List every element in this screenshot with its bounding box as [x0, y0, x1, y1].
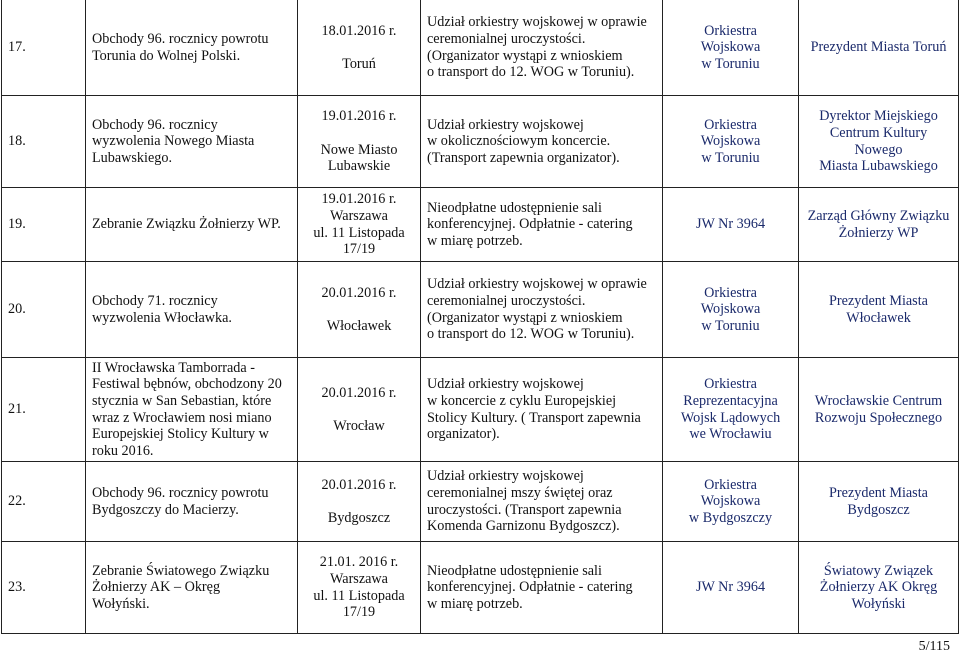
orchestra-unit: JW Nr 3964: [663, 542, 799, 634]
event-date-place: 21.01. 2016 r. Warszawa ul. 11 Listopada 17/19: [298, 542, 421, 634]
table-row: [2, 0, 959, 96]
table-row: [2, 188, 959, 262]
table-row: [2, 542, 959, 634]
orchestra-unit: Orkiestra Wojskowa w Toruniu: [663, 0, 799, 96]
event-name: Zebranie Związku Żołnierzy WP.: [86, 188, 298, 262]
row-number: 18.: [2, 96, 86, 188]
organizing-institution: Prezydent Miasta Toruń: [799, 0, 959, 96]
event-description: Udział orkiestry wojskowej w okolicznościowym koncercie. (Transport zapewnia organizator).: [421, 96, 663, 188]
table-row: [2, 462, 959, 542]
event-description: Nieodpłatne udostępnienie sali konferencyjnej. Odpłatnie - catering w miarę potrzeb.: [421, 188, 663, 262]
table-row: [2, 262, 959, 358]
event-description: Nieodpłatne udostępnienie sali konferencyjnej. Odpłatnie - catering w miarę potrzeb.: [421, 542, 663, 634]
event-date-place: 18.01.2016 r. Toruń: [298, 0, 421, 96]
row-number: 20.: [2, 262, 86, 358]
row-number: 21.: [2, 358, 86, 462]
row-number: 19.: [2, 188, 86, 262]
organizing-institution: Wrocławskie Centrum Rozwoju Społecznego: [799, 358, 959, 462]
schedule-table: [1, 0, 959, 634]
event-name: Obchody 96. rocznicy powrotu Torunia do Wolnej Polski.: [86, 0, 298, 96]
table-row: [2, 358, 959, 462]
row-number: 23.: [2, 542, 86, 634]
organizing-institution: Dyrektor Miejskiego Centrum Kultury Nowego Miasta Lubawskiego: [799, 96, 959, 188]
event-date-place: 19.01.2016 r. Nowe Miasto Lubawskie: [298, 96, 421, 188]
page-number: 5/115: [918, 639, 950, 654]
orchestra-unit: Orkiestra Reprezentacyjna Wojsk Lądowych we Wrocławiu: [663, 358, 799, 462]
row-number: 22.: [2, 462, 86, 542]
event-date-place: 19.01.2016 r. Warszawa ul. 11 Listopada 17/19: [298, 188, 421, 262]
event-name: Zebranie Światowego Związku Żołnierzy AK – Okręg Wołyński.: [86, 542, 298, 634]
event-date-place: 20.01.2016 r. Włocławek: [298, 262, 421, 358]
organizing-institution: Zarząd Główny Związku Żołnierzy WP: [799, 188, 959, 262]
orchestra-unit: JW Nr 3964: [663, 188, 799, 262]
event-name: Obchody 71. rocznicy wyzwolenia Włocławka.: [86, 262, 298, 358]
orchestra-unit: Orkiestra Wojskowa w Toruniu: [663, 96, 799, 188]
event-description: Udział orkiestry wojskowej w koncercie z cyklu Europejskiej Stolicy Kultury. ( Transport zapewnia organizator).: [421, 358, 663, 462]
event-name: Obchody 96. rocznicy powrotu Bydgoszczy do Macierzy.: [86, 462, 298, 542]
event-date-place: 20.01.2016 r. Bydgoszcz: [298, 462, 421, 542]
event-name: Obchody 96. rocznicy wyzwolenia Nowego Miasta Lubawskiego.: [86, 96, 298, 188]
row-number: 17.: [2, 0, 86, 96]
orchestra-unit: Orkiestra Wojskowa w Bydgoszczy: [663, 462, 799, 542]
event-description: Udział orkiestry wojskowej ceremonialnej mszy świętej oraz uroczystości. (Transport zapewnia Komenda Garnizonu Bydgoszcz).: [421, 462, 663, 542]
organizing-institution: Prezydent Miasta Bydgoszcz: [799, 462, 959, 542]
event-name: II Wrocławska Tamborrada - Festiwal bębnów, obchodzony 20 stycznia w San Sebastian, które wraz z Wrocławiem nosi miano Europejskiej Stolicy Kultury w roku 2016.: [86, 358, 298, 462]
orchestra-unit: Orkiestra Wojskowa w Toruniu: [663, 262, 799, 358]
organizing-institution: Światowy Związek Żołnierzy AK Okręg Wołyński: [799, 542, 959, 634]
event-description: Udział orkiestry wojskowej w oprawie ceremonialnej uroczystości. (Organizator wystąpi z wnioskiem o transport do 12. WOG w Toruniu).: [421, 0, 663, 96]
event-date-place: 20.01.2016 r. Wrocław: [298, 358, 421, 462]
organizing-institution: Prezydent Miasta Włocławek: [799, 262, 959, 358]
event-description: Udział orkiestry wojskowej w oprawie ceremonialnej uroczystości. (Organizator wystąpi z wnioskiem o transport do 12. WOG w Toruniu).: [421, 262, 663, 358]
table-row: [2, 96, 959, 188]
